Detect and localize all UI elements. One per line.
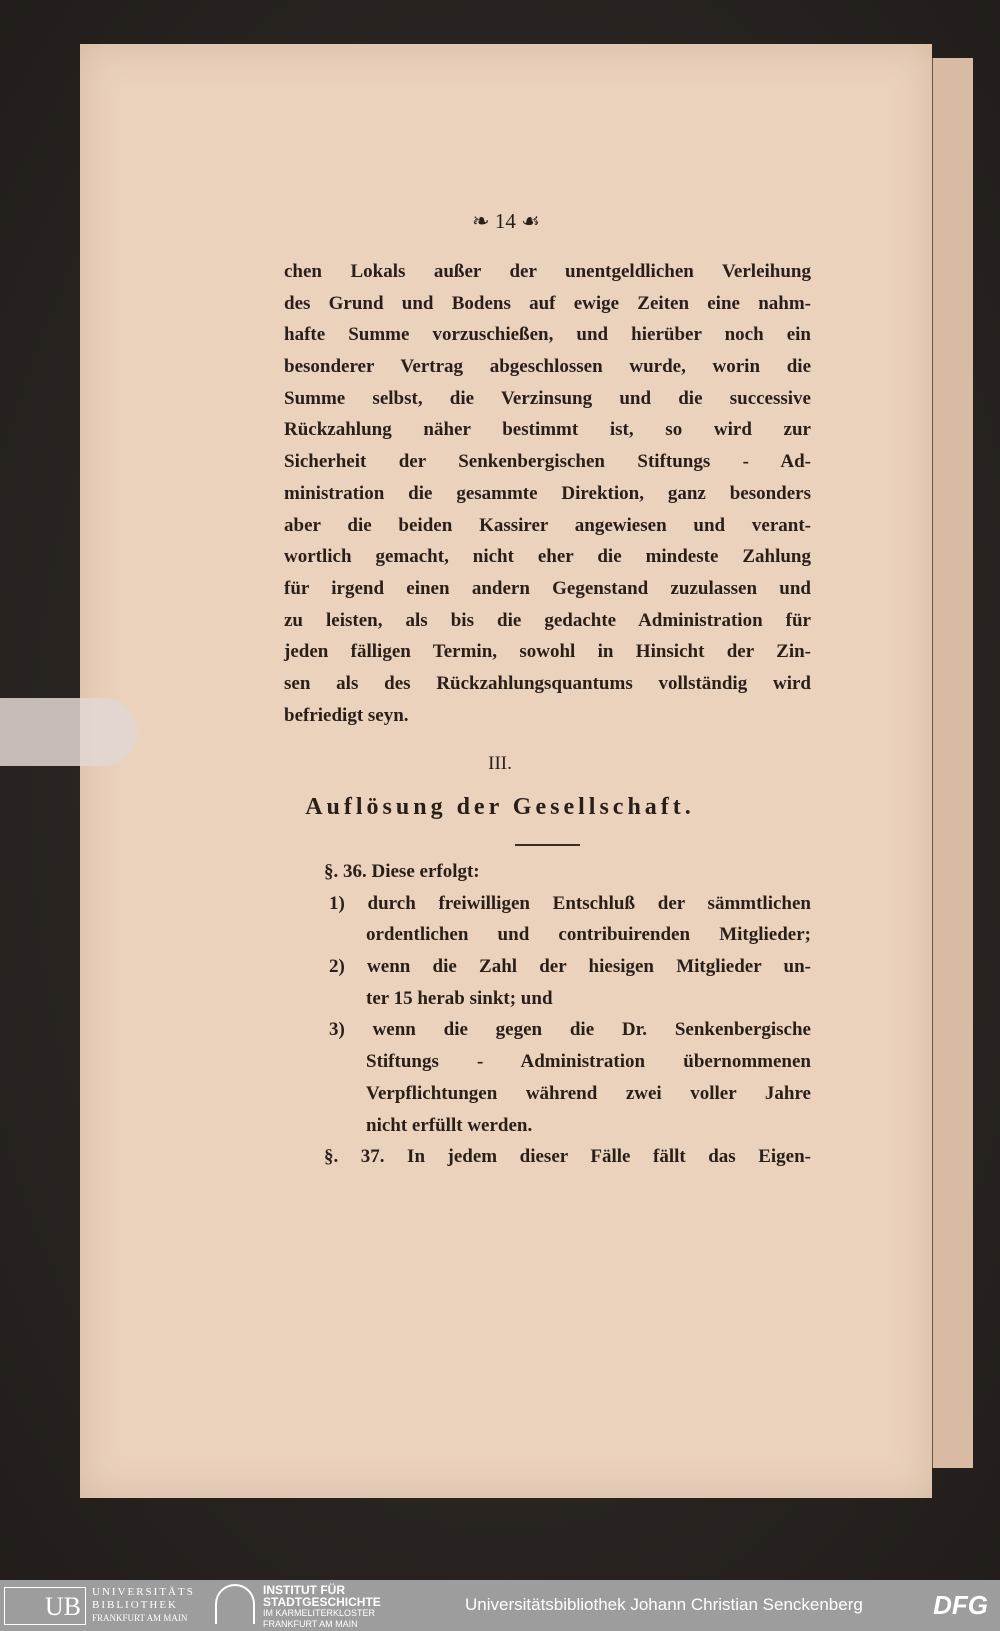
text-line: besonderer Vertrag abgeschlossen wurde, worin die [284, 356, 811, 378]
divider [515, 844, 580, 846]
ub-logo[interactable] [4, 1586, 195, 1625]
paragraph [284, 256, 811, 731]
text-line: Rückzahlung näher bestimmt ist, so wird zur [284, 419, 811, 441]
text-line: wortlich gemacht, nicht eher die mindeste Zahlung [284, 546, 811, 568]
text-line: 1) durch freiwilligen Entschluß der sämmtlichen [329, 892, 811, 914]
text-line: ter 15 herab sinkt; und [366, 987, 553, 1009]
ub-line: UNIVERSITÄTS [92, 1586, 195, 1598]
ub-logo-mark: UB [4, 1587, 86, 1625]
isg-line: FRANKFURT AM MAIN [263, 1618, 358, 1629]
text-line: Sicherheit der Senkenbergischen Stiftungs - Ad- [284, 451, 811, 473]
section-list [284, 856, 811, 1173]
text-line: chen Lokals außer der unentgeldlichen Verleihung [284, 261, 811, 282]
text-line: ministration die gesammte Direktion, ganz besonders [284, 482, 811, 504]
ub-line: FRANKFURT AM MAIN [92, 1613, 188, 1623]
scanner-thumb-artifact [0, 698, 137, 766]
library-name[interactable]: Universitätsbibliothek Johann Christian Senckenberg [465, 1595, 863, 1614]
text-line: Stiftungs - Administration übernommenen [366, 1051, 811, 1073]
page-number-text: 14 [494, 209, 516, 233]
text-line: befriedigt seyn. [284, 704, 409, 726]
text-line: Summe selbst, die Verzinsung und die successive [284, 387, 811, 409]
ub-line: BIBLIOTHEK [92, 1599, 178, 1611]
text-line: §. 36. Diese erfolgt: [324, 861, 480, 882]
text-line: des Grund und Bodens auf ewige Zeiten eine nahm- [284, 292, 811, 314]
text-line: zu leisten, als bis die gedachte Administration für [284, 609, 811, 631]
text-line: 3) wenn die gegen die Dr. Senkenbergische [329, 1019, 811, 1041]
text-line: nicht erfüllt werden. [366, 1114, 533, 1136]
text-line: aber die beiden Kassirer angewiesen und verant- [284, 514, 811, 536]
isg-logo[interactable] [215, 1584, 381, 1629]
section-number: III. [488, 753, 512, 774]
text-line: 2) wenn die Zahl der hiesigen Mitglieder un- [329, 956, 811, 978]
text-line: jeden fälligen Termin, sowohl in Hinsicht der Zin- [284, 641, 811, 663]
text-line: ordentlichen und contribuirenden Mitglieder; [366, 924, 811, 946]
footer-bar [0, 1580, 1000, 1631]
dfg-logo[interactable]: DFG [933, 1590, 988, 1620]
text-line: §. 37. In jedem dieser Fälle fällt das Eigen- [324, 1146, 811, 1168]
page-number: ❧ 14 ☙ [472, 209, 540, 233]
isg-line: INSTITUT FÜR [263, 1583, 345, 1597]
text-line: Verpflichtungen während zwei voller Jahre [366, 1082, 811, 1104]
text-line: hafte Summe vorzuschießen, und hierüber noch ein [284, 324, 811, 346]
arch-icon [215, 1584, 255, 1624]
text-line: für irgend einen andern Gegenstand zuzulassen und [284, 577, 811, 599]
text-line: sen als des Rückzahlungsquantums vollständig wird [284, 672, 811, 694]
isg-line: STADTGESCHICHTE [263, 1595, 381, 1609]
isg-line: IM KARMELITERKLOSTER [263, 1608, 376, 1618]
section-title: Auflösung der Gesellschaft. [305, 794, 695, 820]
